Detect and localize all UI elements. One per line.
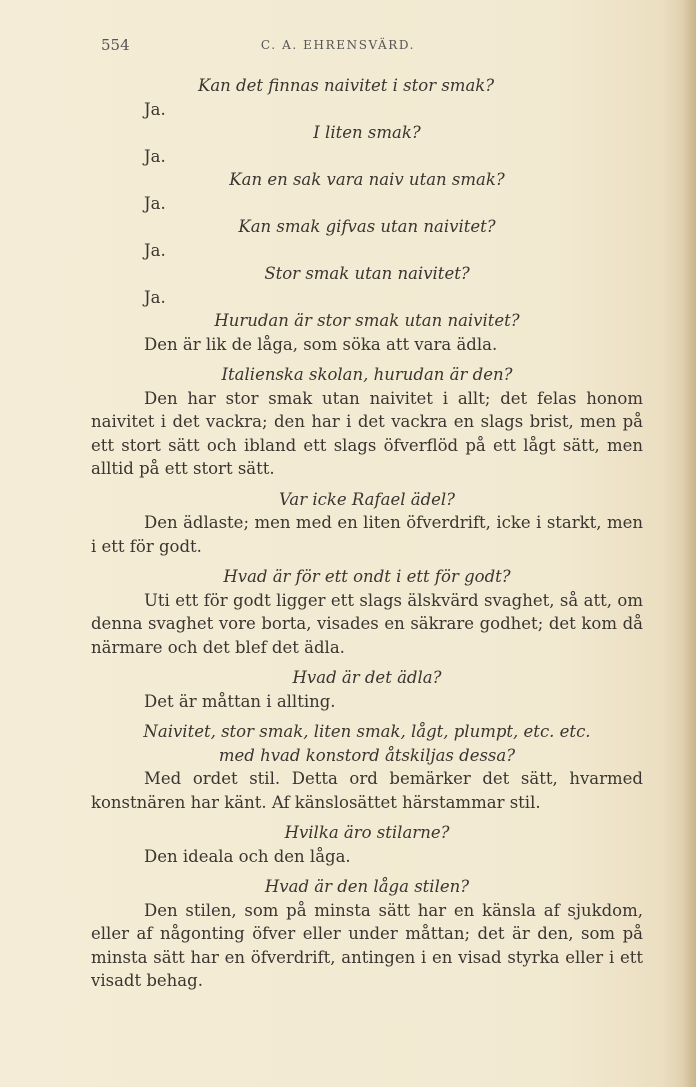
- answer: Uti ett för godt ligger ett slags älskvärd svaghet, så att, om denna svaghet vore borta, visades en säkrare godhet; det kom då närmare och det blef det ädla.: [91, 590, 643, 657]
- question: Hvad är den låga stilen?: [264, 877, 470, 896]
- answer: Det är måttan i allting.: [144, 691, 336, 711]
- page-body: [91, 74, 643, 993]
- answer: Ja.: [144, 146, 166, 166]
- question: Kan det finnas naivitet i stor smak?: [198, 76, 495, 95]
- answer: Den ideala och den låga.: [144, 846, 351, 866]
- page-edge-shadow: [682, 0, 696, 1087]
- answer: Ja.: [144, 99, 166, 119]
- question: Hurudan är stor smak utan naivitet?: [214, 311, 520, 330]
- question: I liten smak?: [313, 123, 421, 142]
- answer: Den ädlaste; men med en liten öfverdrift, icke i starkt, men i ett för godt.: [91, 513, 643, 556]
- answer: Ja.: [144, 240, 166, 260]
- answer: Den stilen, som på minsta sätt har en känsla af sjukdom, eller af någonting öfver eller under måttan; det är den, som på minsta sätt har en öfverdrift, antingen i en visad styrka eller i ett visadt behag.: [91, 900, 643, 990]
- question: Kan en sak vara naiv utan smak?: [229, 170, 505, 189]
- answer: Ja.: [144, 193, 166, 213]
- answer: Den är lik de låga, som söka att vara ädla.: [144, 334, 498, 354]
- question: Hvilka äro stilarne?: [284, 823, 450, 842]
- question: Kan smak gifvas utan naivitet?: [238, 217, 496, 236]
- question: Italienska skolan, hurudan är den?: [221, 365, 513, 384]
- running-title: C. A. EHRENSVÄRD.: [260, 38, 416, 52]
- answer: Ja.: [144, 287, 166, 307]
- answer: Den har stor smak utan naivitet i allt; det felas honom naivitet i det vackra; den har i det vackra en slags brist, men på ett stort sätt och ibland ett slags öfverflöd på ett lågt sätt, men alltid på ett stort sätt.: [91, 388, 643, 478]
- page-header: [0, 36, 696, 56]
- question: Stor smak utan naivitet?: [264, 264, 470, 283]
- question-continued: med hvad konstord åtskiljas dessa?: [218, 745, 516, 765]
- answer: Med ordet stil. Detta ord bemärker det sätt, hvarmed konstnären har känt. Af känslosättet härstammar stil.: [91, 769, 643, 812]
- question: Hvad är det ädla?: [292, 668, 442, 687]
- question: Naivitet, stor smak, liten smak, lågt, plumpt, etc. etc.: [143, 722, 591, 741]
- question: Var icke Rafael ädel?: [278, 489, 456, 509]
- question: Hvad är för ett ondt i ett för godt?: [223, 567, 511, 586]
- page-number: 554: [101, 36, 130, 54]
